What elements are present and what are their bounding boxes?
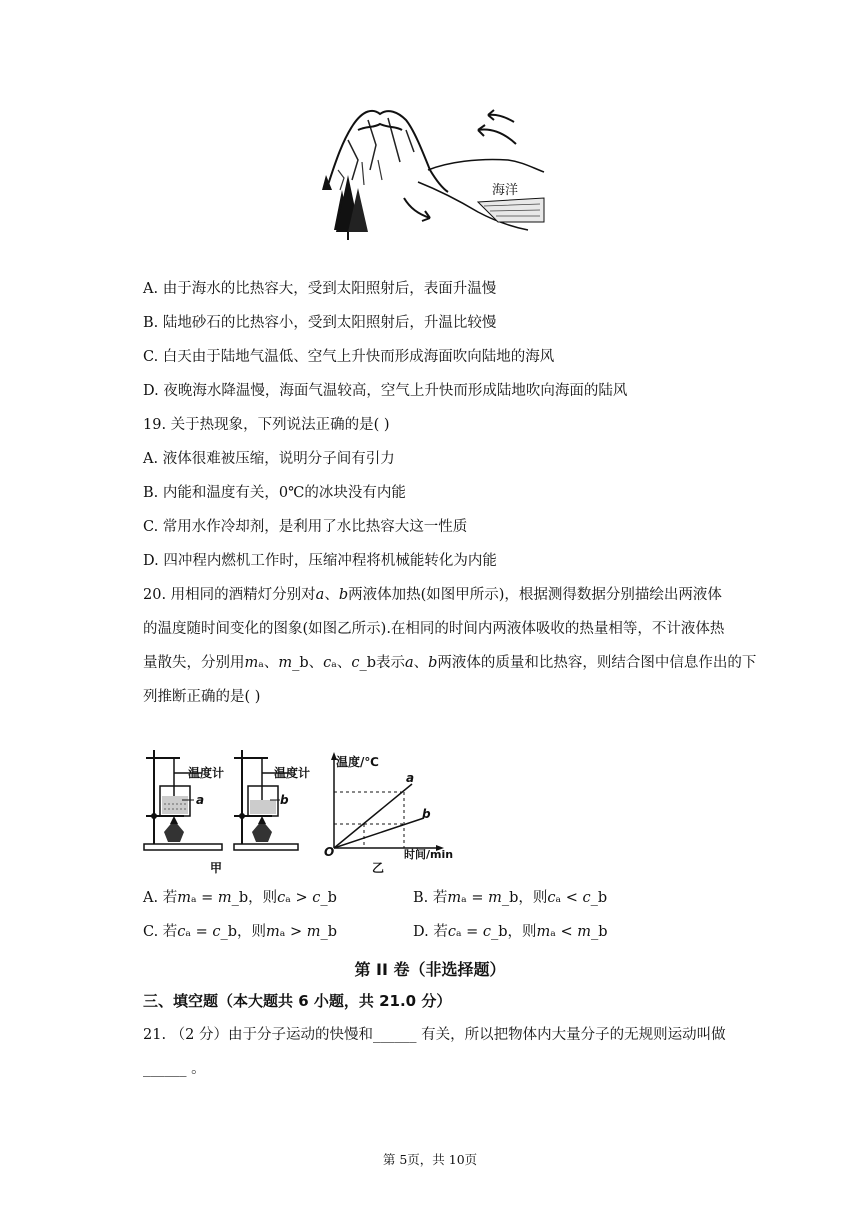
q21-line-1: 21. （2 分）由于分子运动的快慢和______ 有关，所以把物体内大量分子的无规则运动叫做: [143, 1027, 726, 1043]
caption-jia: 甲: [210, 861, 223, 875]
q20-option-c: C. 若𝑐ₐ = 𝑐_b，则𝑚ₐ > 𝑚_b: [143, 924, 338, 940]
q20-stem-line-1: 20. 用相同的酒精灯分别对𝑎、𝑏两液体加热(如图甲所示)，根据测得数据分别描绘出两液体: [143, 587, 722, 603]
q20-option-b: B. 若𝑚ₐ = 𝑚_b，则𝑐ₐ < 𝑐_b: [413, 890, 608, 906]
graph-origin: O: [324, 845, 335, 859]
q20-option-a: A. 若𝑚ₐ = 𝑚_b，则𝑐ₐ > 𝑐_b: [143, 890, 337, 906]
q20-option-d: D. 若𝑐ₐ = 𝑐_b，则𝑚ₐ < 𝑚_b: [413, 924, 608, 940]
graph-line-a-label: a: [406, 771, 415, 785]
graph-x-label: 时间/min: [404, 848, 454, 861]
q20-experiment-figure: [140, 748, 460, 876]
q19-stem: 19. 关于热现象，下列说法正确的是( ): [143, 417, 390, 433]
graph-line-b-label: b: [422, 807, 431, 821]
heating-apparatus-a: [144, 750, 225, 850]
line-b: [334, 818, 424, 848]
q18-option-b: B. 陆地砂石的比热容小，受到太阳照射后，升温比较慢: [143, 315, 497, 331]
q19-option-b: B. 内能和温度有关，0℃的冰块没有内能: [143, 485, 406, 501]
coast-wind-figure: [318, 100, 548, 240]
q19-option-a: A. 液体很难被压缩，说明分子间有引力: [143, 451, 395, 467]
q20-stem-line-4: 列推断正确的是( ): [143, 689, 261, 705]
q20-stem-line-2: 的温度随时间变化的图象(如图乙所示).在相同的时间内两液体吸收的热量相等，不计液体热: [143, 621, 725, 637]
ocean-label: 海洋: [492, 183, 519, 198]
q18-option-c: C. 白天由于陆地气温低、空气上升快而形成海面吹向陆地的海风: [143, 349, 555, 365]
page-footer: 第 5页，共 10页: [382, 1152, 478, 1167]
q18-option-d: D. 夜晚海水降温慢，海面气温较高，空气上升快而形成陆地吹向海面的陆风: [143, 383, 628, 399]
caption-yi: 乙: [372, 861, 385, 875]
graph-y-label: 温度/℃: [336, 755, 379, 769]
q21-line-2: ______ 。: [143, 1061, 206, 1077]
thermometer-label-a: 温度计: [188, 766, 225, 780]
q18-option-a: A. 由于海水的比热容大，受到太阳照射后，表面升温慢: [143, 281, 497, 297]
q19-option-c: C. 常用水作冷却剂，是利用了水比热容大这一性质: [143, 519, 468, 535]
part2-title: 第 II 卷（非选择题）: [354, 960, 506, 979]
line-a: [334, 784, 412, 848]
q20-stem-line-3: 量散失，分别用𝑚ₐ、𝑚_b、𝑐ₐ、𝑐_b表示𝑎、𝑏两液体的质量和比热容，则结合图中信息作出的下: [143, 655, 757, 671]
liquid-a-label: a: [196, 793, 205, 807]
liquid-b-label: b: [280, 793, 289, 807]
thermometer-label-b: 温度计: [274, 766, 311, 780]
q19-option-d: D. 四冲程内燃机工作时，压缩冲程将机械能转化为内能: [143, 553, 497, 569]
section3-heading: 三、填空题（本大题共 6 小题，共 21.0 分）: [143, 992, 452, 1010]
